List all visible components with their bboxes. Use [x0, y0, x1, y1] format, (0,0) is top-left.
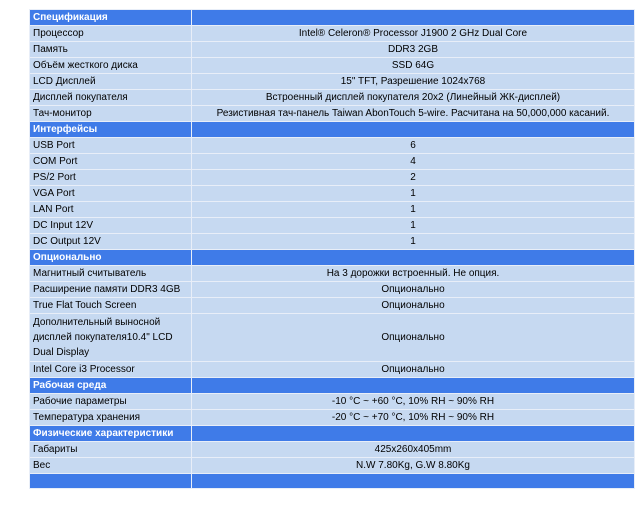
- row-label: Вес: [30, 458, 192, 474]
- row-value: 2: [192, 170, 635, 186]
- row-value: 1: [192, 218, 635, 234]
- section-title: Интерфейсы: [30, 122, 192, 138]
- row-label: Intel Core i3 Processor: [30, 362, 192, 378]
- spec-table: [29, 9, 635, 489]
- row-value: -20 °C ~ +70 °C, 10% RH ~ 90% RH: [192, 410, 635, 426]
- row-value: Резистивная тач-панель Taiwan AbonTouch 5-wire. Расчитана на 50,000,000 касаний.: [192, 106, 635, 122]
- row-label: Процессор: [30, 26, 192, 42]
- footer-fill: [30, 474, 192, 489]
- section-header-fill: [192, 378, 635, 394]
- row-label: LAN Port: [30, 202, 192, 218]
- table-row: [30, 234, 635, 250]
- row-value: 425x260x405mm: [192, 442, 635, 458]
- row-label: Дополнительный выносной дисплей покупателя10.4" LCD Dual Display: [30, 314, 192, 362]
- row-label: Габариты: [30, 442, 192, 458]
- row-label: VGA Port: [30, 186, 192, 202]
- row-value: 6: [192, 138, 635, 154]
- section-header-fill: [192, 426, 635, 442]
- row-label: LCD Дисплей: [30, 74, 192, 90]
- row-value: На 3 дорожки встроенный. Не опция.: [192, 266, 635, 282]
- table-row: [30, 218, 635, 234]
- section-header-optional: [30, 250, 635, 266]
- row-label: DC Input 12V: [30, 218, 192, 234]
- section-header-environment: [30, 378, 635, 394]
- row-value: Intel® Celeron® Processor J1900 2 GHz Dual Core: [192, 26, 635, 42]
- table-row: [30, 170, 635, 186]
- table-row: [30, 42, 635, 58]
- table-row: [30, 26, 635, 42]
- section-title: Спецификация: [30, 10, 192, 26]
- row-value: 1: [192, 186, 635, 202]
- row-value: Опционально: [192, 314, 635, 362]
- row-value: Опционально: [192, 298, 635, 314]
- table-row: [30, 362, 635, 378]
- row-label: USB Port: [30, 138, 192, 154]
- table-row: [30, 58, 635, 74]
- row-label: Магнитный считыватель: [30, 266, 192, 282]
- row-label: PS/2 Port: [30, 170, 192, 186]
- row-value: Опционально: [192, 282, 635, 298]
- table-row: [30, 314, 635, 362]
- row-value: SSD 64G: [192, 58, 635, 74]
- row-value: 15" TFT, Разрешение 1024x768: [192, 74, 635, 90]
- row-value: 1: [192, 234, 635, 250]
- table-row: [30, 138, 635, 154]
- row-label: Память: [30, 42, 192, 58]
- row-label: Дисплей покупателя: [30, 90, 192, 106]
- row-label: Тач-монитор: [30, 106, 192, 122]
- section-title: Физические характеристики: [30, 426, 192, 442]
- row-value: N.W 7.80Kg, G.W 8.80Kg: [192, 458, 635, 474]
- row-value: DDR3 2GB: [192, 42, 635, 58]
- section-header-interfaces: [30, 122, 635, 138]
- table-row: [30, 90, 635, 106]
- row-value: Встроенный дисплей покупателя 20x2 (Линейный ЖК-дисплей): [192, 90, 635, 106]
- row-label: True Flat Touch Screen: [30, 298, 192, 314]
- table-row: [30, 442, 635, 458]
- table-row: [30, 458, 635, 474]
- row-value: -10 °C ~ +60 °C, 10% RH ~ 90% RH: [192, 394, 635, 410]
- table-row: [30, 410, 635, 426]
- row-label: Рабочие параметры: [30, 394, 192, 410]
- table-row: [30, 106, 635, 122]
- section-header-fill: [192, 10, 635, 26]
- table-row: [30, 298, 635, 314]
- row-label: COM Port: [30, 154, 192, 170]
- table-footer-bar: [30, 474, 635, 489]
- table-row: [30, 394, 635, 410]
- table-row: [30, 282, 635, 298]
- section-header-fill: [192, 122, 635, 138]
- row-value: 4: [192, 154, 635, 170]
- row-label: Температура хранения: [30, 410, 192, 426]
- row-label: Расширение памяти DDR3 4GB: [30, 282, 192, 298]
- footer-fill: [192, 474, 635, 489]
- table-row: [30, 202, 635, 218]
- row-label: DC Output 12V: [30, 234, 192, 250]
- row-label: Объём жесткого диска: [30, 58, 192, 74]
- row-value: 1: [192, 202, 635, 218]
- table-row: [30, 74, 635, 90]
- section-header-fill: [192, 250, 635, 266]
- table-row: [30, 186, 635, 202]
- section-title: Рабочая среда: [30, 378, 192, 394]
- section-title: Опционально: [30, 250, 192, 266]
- table-row: [30, 266, 635, 282]
- section-header-physical: [30, 426, 635, 442]
- section-header-specification: [30, 10, 635, 26]
- table-row: [30, 154, 635, 170]
- row-value: Опционально: [192, 362, 635, 378]
